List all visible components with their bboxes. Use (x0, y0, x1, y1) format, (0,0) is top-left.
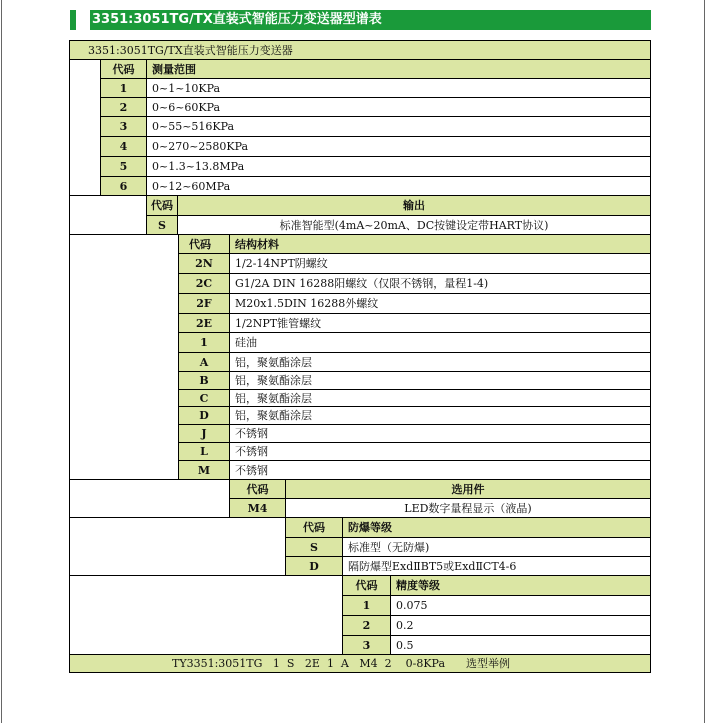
structure-code: B (178, 371, 230, 390)
model-name-row (69, 40, 651, 60)
title-mask (76, 10, 90, 30)
range-code: 4 (100, 136, 147, 157)
output-name-header: 输出 (177, 195, 651, 216)
model-name: 3351:3051TG/TX直装式智能压力变送器 (88, 43, 293, 57)
range-desc: 0~12~60MPa (146, 176, 651, 196)
explosion-desc: 标准型（无防爆) (342, 537, 651, 557)
structure-desc: 不锈钢 (229, 460, 651, 480)
structure-desc: 铝，聚氨酯涂层 (229, 389, 651, 407)
structure-code: 2C (178, 273, 230, 294)
frame-right-border (704, 0, 705, 723)
structure-code: L (178, 442, 230, 461)
structure-code: C (178, 389, 230, 407)
structure-desc: 1/2-14NPT阴螺纹 (229, 253, 651, 274)
structure-blank (69, 234, 179, 480)
structure-desc: G1/2A DIN 16288阳螺纹（仅限不锈钢，量程1-4) (229, 273, 651, 294)
option-name-header: 选用件 (285, 479, 651, 499)
structure-name-header: 结构材料 (229, 234, 651, 254)
example-text: TY3351:3051TG 1 S 2E 1 A M4 2 0-8KPa 选型举例 (172, 657, 510, 670)
range-desc: 0~270~2580KPa (146, 136, 651, 157)
selection-table (70, 41, 651, 674)
explosion-blank (69, 517, 286, 576)
accuracy-code-header: 代码 (342, 575, 391, 596)
structure-desc: 1/2NPT锥管螺纹 (229, 313, 651, 333)
range-desc: 0~55~516KPa (146, 116, 651, 137)
range-name-header: 测量范围 (146, 59, 651, 79)
structure-desc: 铝，聚氨酯涂层 (229, 371, 651, 390)
range-code: 6 (100, 176, 147, 196)
range-code: 3 (100, 116, 147, 137)
range-code: 5 (100, 156, 147, 177)
structure-desc: 硅油 (229, 332, 651, 353)
page-title: 3351:3051TG/TX直装式智能压力变送器型谱表 (92, 12, 382, 27)
range-code-header: 代码 (100, 59, 147, 79)
structure-code: 2F (178, 293, 230, 314)
structure-code: D (178, 406, 230, 425)
accuracy-code: 1 (342, 595, 391, 616)
option-desc: LED数字量程显示（液晶) (285, 498, 651, 518)
range-desc: 0~6~60KPa (146, 97, 651, 117)
option-code: M4 (229, 498, 286, 518)
accuracy-blank (69, 575, 343, 655)
accuracy-code: 3 (342, 635, 391, 655)
option-code-header: 代码 (229, 479, 286, 499)
range-desc: 0~1~10KPa (146, 78, 651, 98)
structure-desc: 铝，聚氨酯涂层 (229, 352, 651, 372)
structure-code: 2E (178, 313, 230, 333)
frame-left-border (1, 0, 2, 723)
accuracy-code: 2 (342, 615, 391, 636)
example-row (69, 654, 651, 673)
structure-desc: 不锈钢 (229, 442, 651, 461)
structure-code: A (178, 352, 230, 372)
structure-code: M (178, 460, 230, 480)
structure-code: 1 (178, 332, 230, 353)
output-code: S (146, 215, 178, 235)
output-code-header: 代码 (146, 195, 178, 216)
accuracy-desc: 0.2 (390, 615, 651, 636)
option-blank (69, 479, 230, 518)
explosion-code: D (285, 556, 343, 576)
explosion-name-header: 防爆等级 (342, 517, 651, 538)
range-code: 2 (100, 97, 147, 117)
output-desc: 标准智能型(4mA~20mA、DC按键设定带HART协议) (177, 215, 651, 235)
accuracy-name-header: 精度等级 (390, 575, 651, 596)
range-desc: 0~1.3~13.8MPa (146, 156, 651, 177)
output-blank (69, 195, 147, 235)
explosion-code-header: 代码 (285, 517, 343, 538)
accuracy-desc: 0.5 (390, 635, 651, 655)
col-blank (69, 59, 101, 196)
structure-desc: 铝，聚氨酯涂层 (229, 406, 651, 425)
structure-code: 2N (178, 253, 230, 274)
structure-desc: M20x1.5DIN 16288外螺纹 (229, 293, 651, 314)
explosion-code: S (285, 537, 343, 557)
structure-desc: 不锈钢 (229, 424, 651, 443)
structure-code: J (178, 424, 230, 443)
range-code: 1 (100, 78, 147, 98)
explosion-desc: 隔防爆型ExdⅡBT5或ExdⅡCT4-6 (342, 556, 651, 576)
structure-code-header: 代码 (178, 234, 230, 254)
accuracy-desc: 0.075 (390, 595, 651, 616)
title-banner (70, 10, 651, 30)
